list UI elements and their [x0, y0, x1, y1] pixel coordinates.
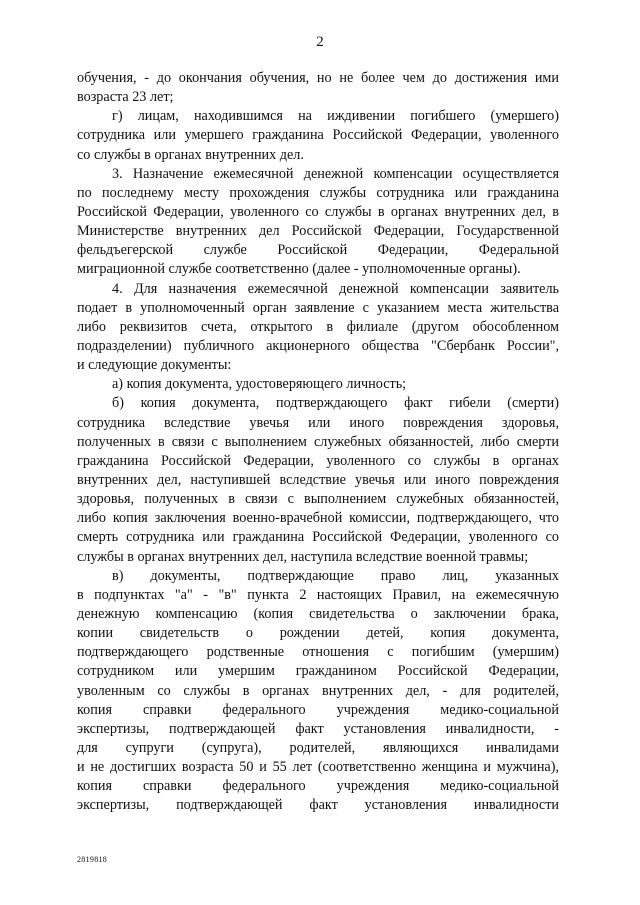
text-line: копии свидетельств о рождении детей, копия документа, [77, 625, 559, 642]
text-line: сотрудника или умершего гражданина Российской Федерации, уволенного [77, 127, 559, 144]
text-line: по последнему месту прохождения службы сотрудника или гражданина [77, 184, 559, 201]
document-body-text [77, 69, 559, 815]
text-line: в) документы, подтверждающие право лиц, указанных [112, 567, 559, 584]
text-line: Российской Федерации, уволенного со службы в органах внутренних дел, в [77, 203, 559, 220]
text-line: экспертизы, подтверждающей факт установления инвалидности, - [77, 720, 559, 737]
text-line: либо копия заключения военно-врачебной комиссии, подтверждающего, что [77, 510, 559, 527]
text-line: подтверждающего родственные отношения с погибшим (умершим) [77, 644, 559, 661]
text-line: для супруги (супруга), родителей, являющихся инвалидами [77, 739, 559, 756]
text-line: копия справки федерального учреждения медико-социальной [77, 778, 559, 795]
text-line: и следующие документы: [77, 357, 232, 374]
text-line: подает в уполномоченный орган заявление с указанием места жительства [77, 299, 559, 316]
text-line: обучения, - до окончания обучения, но не более чем до достижения ими [77, 70, 559, 86]
text-line: сотрудником или умершим гражданином Российской Федерации, [77, 663, 559, 680]
document-code: 2819818 [77, 855, 108, 864]
text-line: копия справки федерального учреждения медико-социальной [77, 701, 559, 718]
text-line: фельдъегерской службе Российской Федерации, Федеральной [77, 242, 559, 259]
text-line: б) копия документа, подтверждающего факт гибели (смерти) [112, 395, 559, 412]
text-line: службы в органах внутренних дел, наступила вследствие военной травмы; [77, 548, 529, 565]
text-line: подразделении) публичного акционерного общества "Сбербанк России", [77, 337, 559, 354]
text-line: со службы в органах внутренних дел. [77, 146, 304, 163]
text-line: здоровья, полученных в связи с выполнением служебных обязанностей, [77, 491, 559, 508]
text-line: экспертизы, подтверждающей факт установления инвалидности [77, 797, 559, 814]
text-line: миграционной службе соответственно (далее - уполномоченные органы). [77, 261, 521, 278]
text-line: 4. Для назначения ежемесячной денежной компенсации заявитель [112, 280, 559, 297]
text-line: Министерстве внутренних дел Российской Федерации, Государственной [77, 223, 559, 240]
text-line: либо реквизитов счета, открытого в филиале (другом обособленном [77, 318, 559, 335]
text-line: уволенным со службы в органах внутренних дел, - для родителей, [77, 682, 559, 699]
text-line: в подпунктах "а" - "в" пункта 2 настоящих Правил, на ежемесячную [77, 586, 559, 603]
text-line: денежную компенсацию (копия свидетельства о заключении брака, [77, 605, 559, 622]
page-number: 2 [316, 34, 324, 50]
text-line: 3. Назначение ежемесячной денежной компенсации осуществляется [112, 165, 559, 182]
text-line: а) копия документа, удостоверяющего личность; [112, 376, 407, 393]
text-line: внутренних дел, наступившей вследствие увечья или иного повреждения [77, 471, 559, 488]
text-line: гражданина Российской Федерации, уволенного со службы в органах [77, 452, 559, 469]
text-line: и не достигших возраста 50 и 55 лет (соответственно женщина и мужчина), [77, 759, 559, 776]
text-line: г) лицам, находившимся на иждивении погибшего (умершего) [112, 108, 559, 125]
text-line: полученных в связи с выполнением служебных обязанностей, либо смерти [77, 433, 559, 450]
text-line: смерть сотрудника или гражданина Российской Федерации, уволенного со [77, 529, 559, 546]
text-line: сотрудника вследствие увечья или иного повреждения здоровья, [77, 414, 559, 431]
text-line: возраста 23 лет; [77, 89, 174, 106]
